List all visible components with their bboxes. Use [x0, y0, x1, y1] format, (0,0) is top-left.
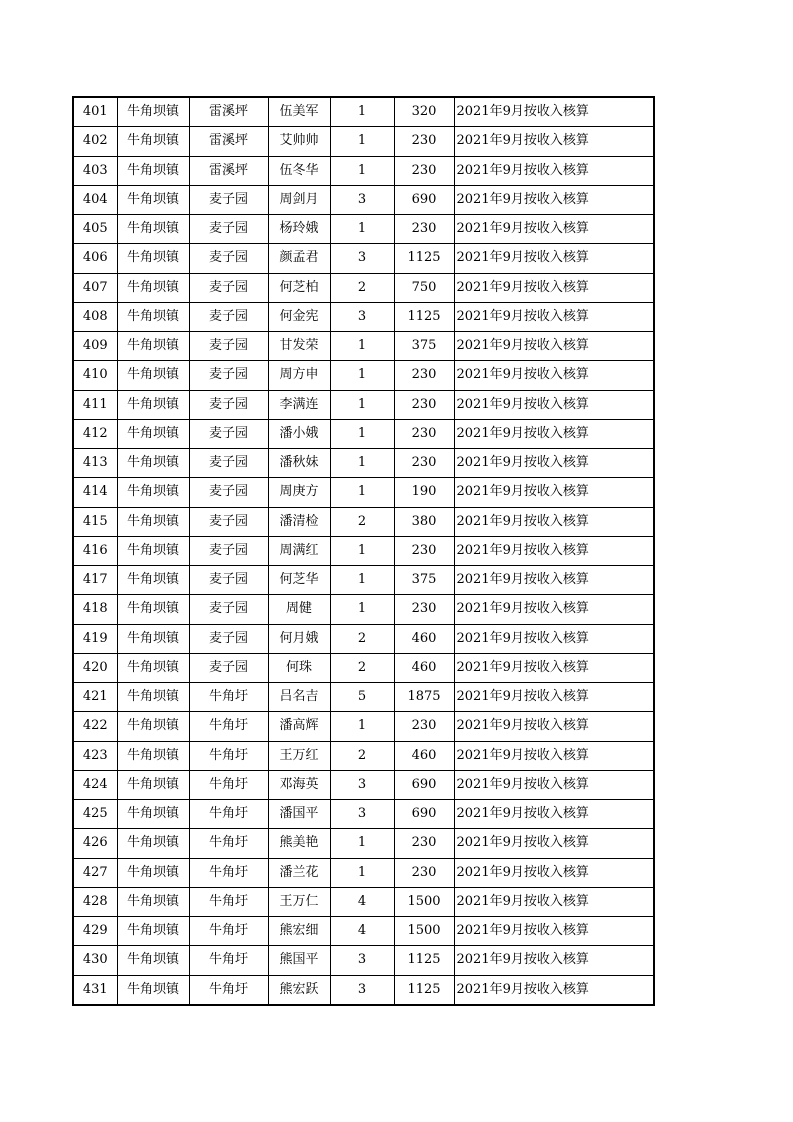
- table-row: [73, 127, 654, 156]
- village-cell: 雷溪坪: [189, 127, 268, 156]
- amount-cell: 690: [394, 185, 454, 214]
- name-cell: 熊国平: [268, 946, 330, 975]
- household-size-cell: 1: [330, 829, 394, 858]
- town-cell: 牛角坝镇: [117, 244, 189, 273]
- village-cell: 麦子园: [189, 419, 268, 448]
- household-size-cell: 2: [330, 273, 394, 302]
- table-row: [73, 800, 654, 829]
- village-cell: 麦子园: [189, 390, 268, 419]
- household-size-cell: 1: [330, 127, 394, 156]
- town-cell: 牛角坝镇: [117, 332, 189, 361]
- amount-cell: 1125: [394, 302, 454, 331]
- table-row: [73, 858, 654, 887]
- household-size-cell: 1: [330, 712, 394, 741]
- amount-cell: 690: [394, 770, 454, 799]
- name-cell: 潘高辉: [268, 712, 330, 741]
- name-cell: 何月娥: [268, 624, 330, 653]
- name-cell: 周健: [268, 595, 330, 624]
- row-number-cell: 425: [73, 800, 117, 829]
- name-cell: 李满连: [268, 390, 330, 419]
- amount-cell: 1500: [394, 917, 454, 946]
- town-cell: 牛角坝镇: [117, 800, 189, 829]
- village-cell: 麦子园: [189, 449, 268, 478]
- village-cell: 牛角圩: [189, 683, 268, 712]
- amount-cell: 320: [394, 97, 454, 127]
- table-row: [73, 244, 654, 273]
- town-cell: 牛角坝镇: [117, 127, 189, 156]
- village-cell: 麦子园: [189, 332, 268, 361]
- table-row: [73, 449, 654, 478]
- town-cell: 牛角坝镇: [117, 858, 189, 887]
- amount-cell: 230: [394, 156, 454, 185]
- table-row: [73, 361, 654, 390]
- table-row: [73, 595, 654, 624]
- household-size-cell: 3: [330, 244, 394, 273]
- table-row: [73, 624, 654, 653]
- table-row: [73, 946, 654, 975]
- amount-cell: 460: [394, 624, 454, 653]
- row-number-cell: 426: [73, 829, 117, 858]
- amount-cell: 1875: [394, 683, 454, 712]
- record-table: [72, 96, 655, 1006]
- table-row: [73, 536, 654, 565]
- town-cell: 牛角坝镇: [117, 624, 189, 653]
- household-size-cell: 3: [330, 185, 394, 214]
- town-cell: 牛角坝镇: [117, 595, 189, 624]
- household-size-cell: 1: [330, 419, 394, 448]
- name-cell: 何芝华: [268, 566, 330, 595]
- village-cell: 牛角圩: [189, 858, 268, 887]
- table-row: [73, 302, 654, 331]
- note-cell: 2021年9月按收入核算: [454, 917, 654, 946]
- amount-cell: 190: [394, 478, 454, 507]
- note-cell: 2021年9月按收入核算: [454, 390, 654, 419]
- town-cell: 牛角坝镇: [117, 566, 189, 595]
- note-cell: 2021年9月按收入核算: [454, 332, 654, 361]
- household-size-cell: 2: [330, 507, 394, 536]
- table-row: [73, 97, 654, 127]
- village-cell: 牛角圩: [189, 829, 268, 858]
- row-number-cell: 430: [73, 946, 117, 975]
- town-cell: 牛角坝镇: [117, 741, 189, 770]
- row-number-cell: 428: [73, 887, 117, 916]
- row-number-cell: 407: [73, 273, 117, 302]
- household-size-cell: 1: [330, 566, 394, 595]
- table-row: [73, 507, 654, 536]
- household-size-cell: 2: [330, 741, 394, 770]
- town-cell: 牛角坝镇: [117, 185, 189, 214]
- note-cell: 2021年9月按收入核算: [454, 361, 654, 390]
- note-cell: 2021年9月按收入核算: [454, 595, 654, 624]
- household-size-cell: 1: [330, 595, 394, 624]
- row-number-cell: 416: [73, 536, 117, 565]
- table-row: [73, 917, 654, 946]
- town-cell: 牛角坝镇: [117, 683, 189, 712]
- town-cell: 牛角坝镇: [117, 712, 189, 741]
- note-cell: 2021年9月按收入核算: [454, 215, 654, 244]
- amount-cell: 380: [394, 507, 454, 536]
- row-number-cell: 417: [73, 566, 117, 595]
- note-cell: 2021年9月按收入核算: [454, 624, 654, 653]
- town-cell: 牛角坝镇: [117, 156, 189, 185]
- name-cell: 周满红: [268, 536, 330, 565]
- table-row: [73, 683, 654, 712]
- row-number-cell: 421: [73, 683, 117, 712]
- note-cell: 2021年9月按收入核算: [454, 302, 654, 331]
- amount-cell: 230: [394, 829, 454, 858]
- note-cell: 2021年9月按收入核算: [454, 273, 654, 302]
- household-size-cell: 1: [330, 361, 394, 390]
- village-cell: 麦子园: [189, 244, 268, 273]
- row-number-cell: 418: [73, 595, 117, 624]
- household-size-cell: 3: [330, 302, 394, 331]
- household-size-cell: 4: [330, 917, 394, 946]
- amount-cell: 375: [394, 566, 454, 595]
- amount-cell: 1500: [394, 887, 454, 916]
- amount-cell: 230: [394, 449, 454, 478]
- note-cell: 2021年9月按收入核算: [454, 975, 654, 1005]
- town-cell: 牛角坝镇: [117, 215, 189, 244]
- note-cell: 2021年9月按收入核算: [454, 946, 654, 975]
- town-cell: 牛角坝镇: [117, 975, 189, 1005]
- row-number-cell: 412: [73, 419, 117, 448]
- amount-cell: 230: [394, 361, 454, 390]
- note-cell: 2021年9月按收入核算: [454, 536, 654, 565]
- name-cell: 潘秋妹: [268, 449, 330, 478]
- name-cell: 周庚方: [268, 478, 330, 507]
- note-cell: 2021年9月按收入核算: [454, 741, 654, 770]
- note-cell: 2021年9月按收入核算: [454, 449, 654, 478]
- town-cell: 牛角坝镇: [117, 770, 189, 799]
- town-cell: 牛角坝镇: [117, 97, 189, 127]
- row-number-cell: 410: [73, 361, 117, 390]
- village-cell: 麦子园: [189, 595, 268, 624]
- town-cell: 牛角坝镇: [117, 887, 189, 916]
- name-cell: 王万仁: [268, 887, 330, 916]
- note-cell: 2021年9月按收入核算: [454, 127, 654, 156]
- note-cell: 2021年9月按收入核算: [454, 829, 654, 858]
- row-number-cell: 406: [73, 244, 117, 273]
- row-number-cell: 404: [73, 185, 117, 214]
- name-cell: 周方申: [268, 361, 330, 390]
- name-cell: 伍美军: [268, 97, 330, 127]
- town-cell: 牛角坝镇: [117, 302, 189, 331]
- household-size-cell: 1: [330, 156, 394, 185]
- table-row: [73, 419, 654, 448]
- name-cell: 潘清检: [268, 507, 330, 536]
- household-size-cell: 1: [330, 536, 394, 565]
- row-number-cell: 419: [73, 624, 117, 653]
- household-size-cell: 3: [330, 800, 394, 829]
- table-row: [73, 390, 654, 419]
- town-cell: 牛角坝镇: [117, 478, 189, 507]
- row-number-cell: 414: [73, 478, 117, 507]
- town-cell: 牛角坝镇: [117, 653, 189, 682]
- household-size-cell: 4: [330, 887, 394, 916]
- village-cell: 牛角圩: [189, 917, 268, 946]
- village-cell: 雷溪坪: [189, 97, 268, 127]
- name-cell: 熊宏跃: [268, 975, 330, 1005]
- table-row: [73, 478, 654, 507]
- household-size-cell: 1: [330, 449, 394, 478]
- amount-cell: 460: [394, 741, 454, 770]
- village-cell: 麦子园: [189, 653, 268, 682]
- amount-cell: 230: [394, 858, 454, 887]
- row-number-cell: 422: [73, 712, 117, 741]
- table-row: [73, 741, 654, 770]
- table-row: [73, 156, 654, 185]
- amount-cell: 230: [394, 419, 454, 448]
- name-cell: 颜孟君: [268, 244, 330, 273]
- village-cell: 麦子园: [189, 478, 268, 507]
- table-row: [73, 332, 654, 361]
- household-size-cell: 1: [330, 858, 394, 887]
- note-cell: 2021年9月按收入核算: [454, 858, 654, 887]
- name-cell: 熊宏细: [268, 917, 330, 946]
- row-number-cell: 413: [73, 449, 117, 478]
- village-cell: 雷溪坪: [189, 156, 268, 185]
- town-cell: 牛角坝镇: [117, 507, 189, 536]
- note-cell: 2021年9月按收入核算: [454, 419, 654, 448]
- village-cell: 麦子园: [189, 215, 268, 244]
- village-cell: 麦子园: [189, 566, 268, 595]
- household-size-cell: 3: [330, 946, 394, 975]
- amount-cell: 460: [394, 653, 454, 682]
- table-row: [73, 829, 654, 858]
- name-cell: 熊美艳: [268, 829, 330, 858]
- note-cell: 2021年9月按收入核算: [454, 770, 654, 799]
- row-number-cell: 402: [73, 127, 117, 156]
- household-size-cell: 2: [330, 624, 394, 653]
- name-cell: 周剑月: [268, 185, 330, 214]
- name-cell: 潘国平: [268, 800, 330, 829]
- note-cell: 2021年9月按收入核算: [454, 653, 654, 682]
- table-row: [73, 653, 654, 682]
- note-cell: 2021年9月按收入核算: [454, 683, 654, 712]
- household-size-cell: 3: [330, 975, 394, 1005]
- village-cell: 麦子园: [189, 273, 268, 302]
- name-cell: 伍冬华: [268, 156, 330, 185]
- name-cell: 艾帅帅: [268, 127, 330, 156]
- note-cell: 2021年9月按收入核算: [454, 185, 654, 214]
- note-cell: 2021年9月按收入核算: [454, 244, 654, 273]
- town-cell: 牛角坝镇: [117, 536, 189, 565]
- amount-cell: 230: [394, 390, 454, 419]
- town-cell: 牛角坝镇: [117, 829, 189, 858]
- row-number-cell: 423: [73, 741, 117, 770]
- row-number-cell: 408: [73, 302, 117, 331]
- town-cell: 牛角坝镇: [117, 273, 189, 302]
- household-size-cell: 1: [330, 215, 394, 244]
- name-cell: 吕名吉: [268, 683, 330, 712]
- table-row: [73, 975, 654, 1005]
- amount-cell: 375: [394, 332, 454, 361]
- name-cell: 潘兰花: [268, 858, 330, 887]
- household-size-cell: 2: [330, 653, 394, 682]
- row-number-cell: 409: [73, 332, 117, 361]
- town-cell: 牛角坝镇: [117, 449, 189, 478]
- name-cell: 王万红: [268, 741, 330, 770]
- amount-cell: 230: [394, 127, 454, 156]
- row-number-cell: 429: [73, 917, 117, 946]
- village-cell: 麦子园: [189, 624, 268, 653]
- village-cell: 麦子园: [189, 507, 268, 536]
- note-cell: 2021年9月按收入核算: [454, 887, 654, 916]
- row-number-cell: 415: [73, 507, 117, 536]
- table-body: [73, 97, 654, 1005]
- amount-cell: 1125: [394, 975, 454, 1005]
- row-number-cell: 420: [73, 653, 117, 682]
- amount-cell: 1125: [394, 244, 454, 273]
- amount-cell: 690: [394, 800, 454, 829]
- name-cell: 邓海英: [268, 770, 330, 799]
- amount-cell: 230: [394, 536, 454, 565]
- note-cell: 2021年9月按收入核算: [454, 97, 654, 127]
- note-cell: 2021年9月按收入核算: [454, 712, 654, 741]
- name-cell: 何芝柏: [268, 273, 330, 302]
- village-cell: 麦子园: [189, 302, 268, 331]
- village-cell: 麦子园: [189, 185, 268, 214]
- table-row: [73, 770, 654, 799]
- village-cell: 牛角圩: [189, 770, 268, 799]
- row-number-cell: 427: [73, 858, 117, 887]
- row-number-cell: 405: [73, 215, 117, 244]
- amount-cell: 230: [394, 215, 454, 244]
- village-cell: 麦子园: [189, 536, 268, 565]
- household-size-cell: 1: [330, 478, 394, 507]
- table-row: [73, 185, 654, 214]
- household-size-cell: 5: [330, 683, 394, 712]
- town-cell: 牛角坝镇: [117, 361, 189, 390]
- town-cell: 牛角坝镇: [117, 419, 189, 448]
- town-cell: 牛角坝镇: [117, 390, 189, 419]
- household-size-cell: 1: [330, 97, 394, 127]
- table-row: [73, 887, 654, 916]
- name-cell: 潘小娥: [268, 419, 330, 448]
- row-number-cell: 403: [73, 156, 117, 185]
- town-cell: 牛角坝镇: [117, 946, 189, 975]
- household-size-cell: 1: [330, 390, 394, 419]
- village-cell: 麦子园: [189, 361, 268, 390]
- name-cell: 杨玲娥: [268, 215, 330, 244]
- note-cell: 2021年9月按收入核算: [454, 566, 654, 595]
- household-size-cell: 3: [330, 770, 394, 799]
- table-row: [73, 566, 654, 595]
- table-row: [73, 273, 654, 302]
- amount-cell: 1125: [394, 946, 454, 975]
- note-cell: 2021年9月按收入核算: [454, 800, 654, 829]
- note-cell: 2021年9月按收入核算: [454, 478, 654, 507]
- household-size-cell: 1: [330, 332, 394, 361]
- amount-cell: 230: [394, 595, 454, 624]
- amount-cell: 750: [394, 273, 454, 302]
- village-cell: 牛角圩: [189, 741, 268, 770]
- table-row: [73, 712, 654, 741]
- row-number-cell: 424: [73, 770, 117, 799]
- note-cell: 2021年9月按收入核算: [454, 156, 654, 185]
- row-number-cell: 431: [73, 975, 117, 1005]
- table-row: [73, 215, 654, 244]
- row-number-cell: 401: [73, 97, 117, 127]
- village-cell: 牛角圩: [189, 887, 268, 916]
- town-cell: 牛角坝镇: [117, 917, 189, 946]
- village-cell: 牛角圩: [189, 712, 268, 741]
- name-cell: 何金宪: [268, 302, 330, 331]
- village-cell: 牛角圩: [189, 946, 268, 975]
- amount-cell: 230: [394, 712, 454, 741]
- note-cell: 2021年9月按收入核算: [454, 507, 654, 536]
- village-cell: 牛角圩: [189, 975, 268, 1005]
- name-cell: 何珠: [268, 653, 330, 682]
- village-cell: 牛角圩: [189, 800, 268, 829]
- name-cell: 甘发荣: [268, 332, 330, 361]
- row-number-cell: 411: [73, 390, 117, 419]
